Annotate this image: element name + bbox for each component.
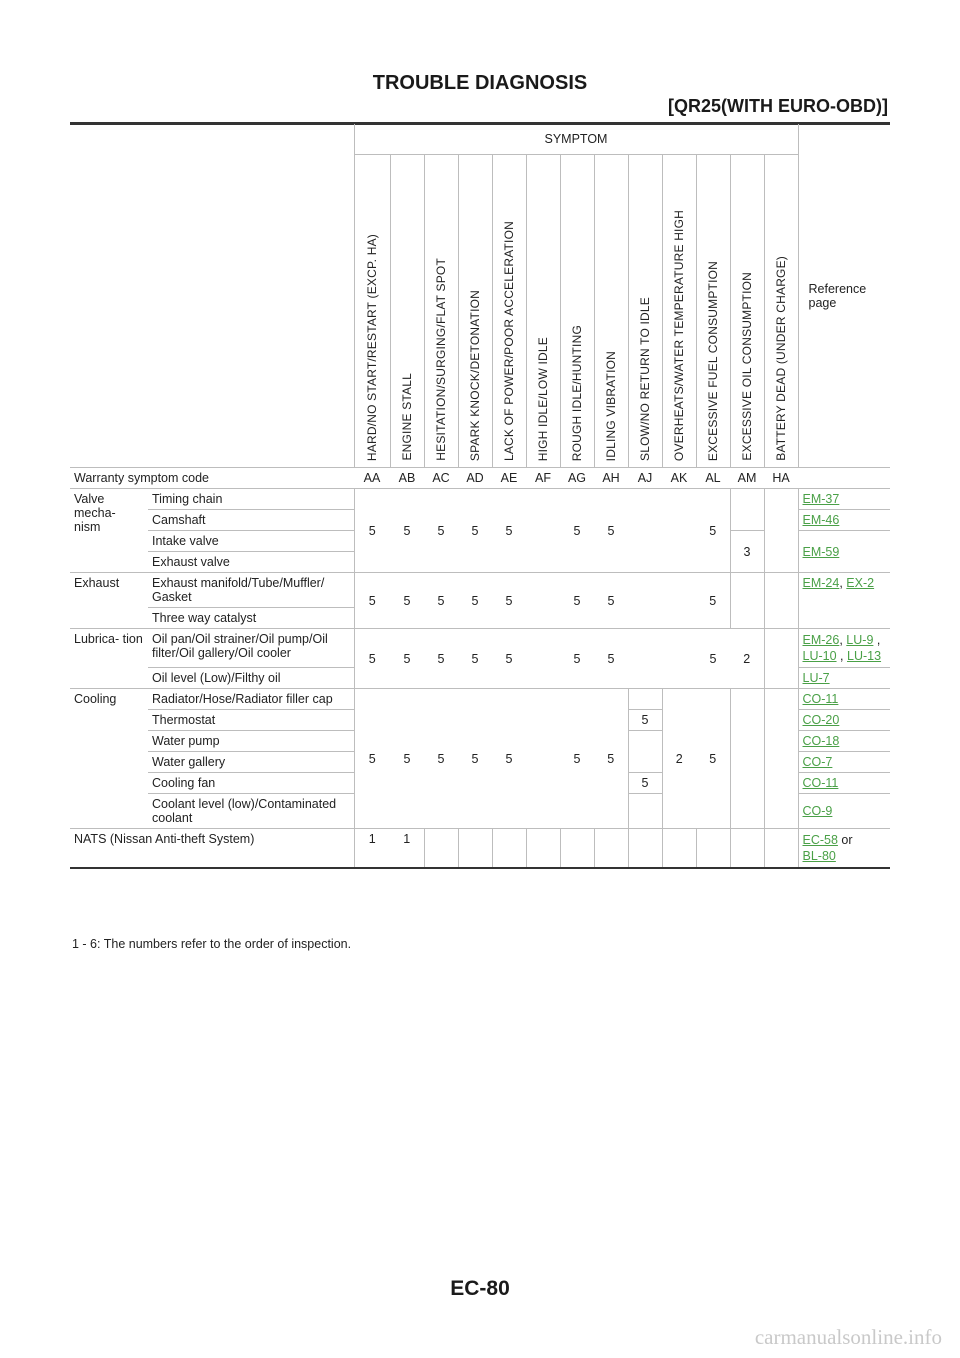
symptom-header: HESITATION/SURGING/FLAT SPOT bbox=[434, 258, 448, 461]
order-cell: 5 bbox=[492, 573, 526, 629]
symptom-header: SLOW/NO RETURN TO IDLE bbox=[638, 297, 652, 461]
order-cell: 5 bbox=[560, 629, 594, 689]
code-cell: AD bbox=[458, 468, 492, 489]
symptom-header: IDLING VIBRATION bbox=[604, 350, 618, 461]
order-cell: 5 bbox=[458, 573, 492, 629]
code-cell: AH bbox=[594, 468, 628, 489]
reference-link[interactable]: EC-58 bbox=[802, 833, 838, 847]
nats-label: NATS (Nissan Anti-theft System) bbox=[70, 829, 354, 869]
symptom-title: SYMPTOM bbox=[354, 124, 798, 155]
code-cell: AL bbox=[696, 468, 730, 489]
component-label: Camshaft bbox=[148, 510, 354, 531]
order-cell: 5 bbox=[628, 773, 662, 794]
order-cell: 5 bbox=[560, 689, 594, 829]
symptom-header: EXCESSIVE FUEL CONSUMPTION bbox=[706, 260, 720, 461]
order-cell: 5 bbox=[424, 573, 458, 629]
symptom-title-row bbox=[70, 124, 890, 155]
code-cell: AF bbox=[526, 468, 560, 489]
code-cell: AG bbox=[560, 468, 594, 489]
order-cell: 5 bbox=[354, 629, 390, 689]
order-cell: 5 bbox=[354, 489, 390, 573]
order-cell: 5 bbox=[354, 573, 390, 629]
component-label: Radiator/Hose/Radiator filler cap bbox=[148, 689, 354, 710]
symptom-header: ROUGH IDLE/HUNTING bbox=[570, 324, 584, 461]
group-label-cooling: Cooling bbox=[70, 689, 148, 829]
code-cell: HA bbox=[764, 468, 798, 489]
order-cell: 5 bbox=[492, 629, 526, 689]
order-cell: 5 bbox=[696, 629, 730, 689]
order-cell: 5 bbox=[560, 573, 594, 629]
component-label: Timing chain bbox=[148, 489, 354, 510]
reference-link[interactable]: CO-11 bbox=[802, 776, 839, 790]
group-label-valve: Valve mecha- nism bbox=[70, 489, 148, 573]
order-cell: 1 bbox=[390, 829, 424, 869]
group-label-exhaust: Exhaust bbox=[70, 573, 148, 629]
cooling-row bbox=[70, 689, 890, 710]
order-cell: 5 bbox=[424, 689, 458, 829]
reference-link[interactable]: EM-37 bbox=[802, 492, 840, 506]
symptom-header: SPARK KNOCK/DETONATION bbox=[468, 289, 482, 461]
code-cell: AB bbox=[390, 468, 424, 489]
code-cell: AC bbox=[424, 468, 458, 489]
order-cell: 5 bbox=[390, 489, 424, 573]
order-cell: 5 bbox=[492, 489, 526, 573]
ref-separator: , bbox=[840, 649, 844, 663]
order-cell: 5 bbox=[594, 689, 628, 829]
reference-link[interactable]: EX-2 bbox=[846, 576, 875, 590]
reference-link[interactable]: CO-18 bbox=[802, 734, 840, 748]
nats-row bbox=[70, 829, 890, 869]
reference-link[interactable]: LU-7 bbox=[802, 671, 830, 685]
component-label: Cooling fan bbox=[148, 773, 354, 794]
component-label: Water gallery bbox=[148, 752, 354, 773]
reference-link[interactable]: EM-59 bbox=[802, 544, 840, 559]
ref-separator: , bbox=[876, 633, 881, 647]
symptom-header: LACK OF POWER/POOR ACCELERATION bbox=[502, 220, 516, 461]
watermark: carmanualsonline.info bbox=[754, 1325, 942, 1349]
symptom-header: OVERHEATS/WATER TEMPERATURE HIGH bbox=[672, 209, 686, 461]
order-cell: 1 bbox=[354, 829, 390, 869]
trouble-diagnosis-table bbox=[70, 124, 890, 869]
reference-link[interactable]: EM-26 bbox=[802, 633, 840, 647]
order-cell: 5 bbox=[594, 573, 628, 629]
ref-separator: , bbox=[839, 576, 843, 590]
component-label: Oil pan/Oil strainer/Oil pump/Oil filter/Oil gallery/Oil cooler bbox=[148, 629, 354, 668]
ref-separator: , bbox=[839, 633, 843, 647]
symptom-header: HIGH IDLE/LOW IDLE bbox=[536, 336, 550, 461]
reference-link[interactable]: EM-24 bbox=[802, 576, 840, 590]
order-cell: 5 bbox=[390, 689, 424, 829]
reference-link[interactable]: CO-9 bbox=[802, 804, 833, 818]
order-cell: 5 bbox=[696, 573, 730, 629]
reference-link[interactable]: LU-9 bbox=[846, 633, 874, 647]
order-cell: 3 bbox=[730, 531, 764, 573]
order-cell: 5 bbox=[424, 629, 458, 689]
order-cell: 5 bbox=[492, 689, 526, 829]
symptom-header: HARD/NO START/RESTART (EXCP. HA) bbox=[365, 233, 379, 461]
footnote: 1 - 6: The numbers refer to the order of inspection. bbox=[72, 937, 352, 951]
code-cell: AA bbox=[354, 468, 390, 489]
lubrication-row bbox=[70, 629, 890, 668]
code-cell: AM bbox=[730, 468, 764, 489]
page-number: EC-80 bbox=[450, 1277, 510, 1300]
order-cell: 5 bbox=[560, 489, 594, 573]
order-cell: 5 bbox=[390, 629, 424, 689]
code-cell: AJ bbox=[628, 468, 662, 489]
component-label: Coolant level (low)/Contaminated coolant bbox=[148, 794, 354, 829]
symptom-header: ENGINE STALL bbox=[400, 373, 414, 461]
component-label: Oil level (Low)/Filthy oil bbox=[148, 668, 354, 689]
engine-subtitle: [QR25(WITH EURO-OBD)] bbox=[668, 96, 888, 116]
reference-page-header: Reference page bbox=[798, 124, 890, 468]
order-cell: 5 bbox=[424, 489, 458, 573]
order-cell: 5 bbox=[458, 489, 492, 573]
order-cell: 5 bbox=[696, 489, 730, 573]
reference-link[interactable]: BL-80 bbox=[802, 849, 836, 863]
warranty-code-row bbox=[70, 468, 890, 489]
component-label: Intake valve bbox=[148, 531, 354, 552]
symptom-header: EXCESSIVE OIL CONSUMPTION bbox=[740, 272, 754, 461]
order-cell: 5 bbox=[594, 629, 628, 689]
order-cell: 5 bbox=[390, 573, 424, 629]
component-label: Exhaust valve bbox=[148, 552, 354, 573]
code-cell: AK bbox=[662, 468, 696, 489]
order-cell: 5 bbox=[628, 710, 662, 731]
ref-or: or bbox=[841, 833, 853, 847]
group-label-lubrication: Lubrica- tion bbox=[70, 629, 148, 689]
order-cell: 5 bbox=[354, 689, 390, 829]
order-cell: 5 bbox=[594, 489, 628, 573]
order-cell: 5 bbox=[458, 629, 492, 689]
component-label: Thermostat bbox=[148, 710, 354, 731]
order-cell: 5 bbox=[696, 689, 730, 829]
component-label: Water pump bbox=[148, 731, 354, 752]
reference-link[interactable]: CO-20 bbox=[802, 713, 840, 727]
valve-row bbox=[70, 489, 890, 510]
reference-link[interactable]: CO-11 bbox=[802, 692, 839, 706]
reference-link[interactable]: LU-10 bbox=[802, 649, 837, 663]
symptom-header: BATTERY DEAD (UNDER CHARGE) bbox=[774, 256, 788, 461]
reference-link[interactable]: EM-46 bbox=[802, 513, 840, 527]
code-cell: AE bbox=[492, 468, 526, 489]
reference-link[interactable]: LU-13 bbox=[847, 649, 882, 663]
order-cell: 5 bbox=[458, 689, 492, 829]
order-cell: 2 bbox=[662, 689, 696, 829]
warranty-label: Warranty symptom code bbox=[70, 468, 354, 489]
order-cell: 2 bbox=[730, 629, 764, 689]
section-title: TROUBLE DIAGNOSIS bbox=[372, 72, 588, 94]
component-label: Three way catalyst bbox=[148, 608, 354, 629]
exhaust-row bbox=[70, 573, 890, 608]
component-label: Exhaust manifold/Tube/Muffler/ Gasket bbox=[148, 573, 354, 608]
reference-link[interactable]: CO-7 bbox=[802, 755, 833, 769]
